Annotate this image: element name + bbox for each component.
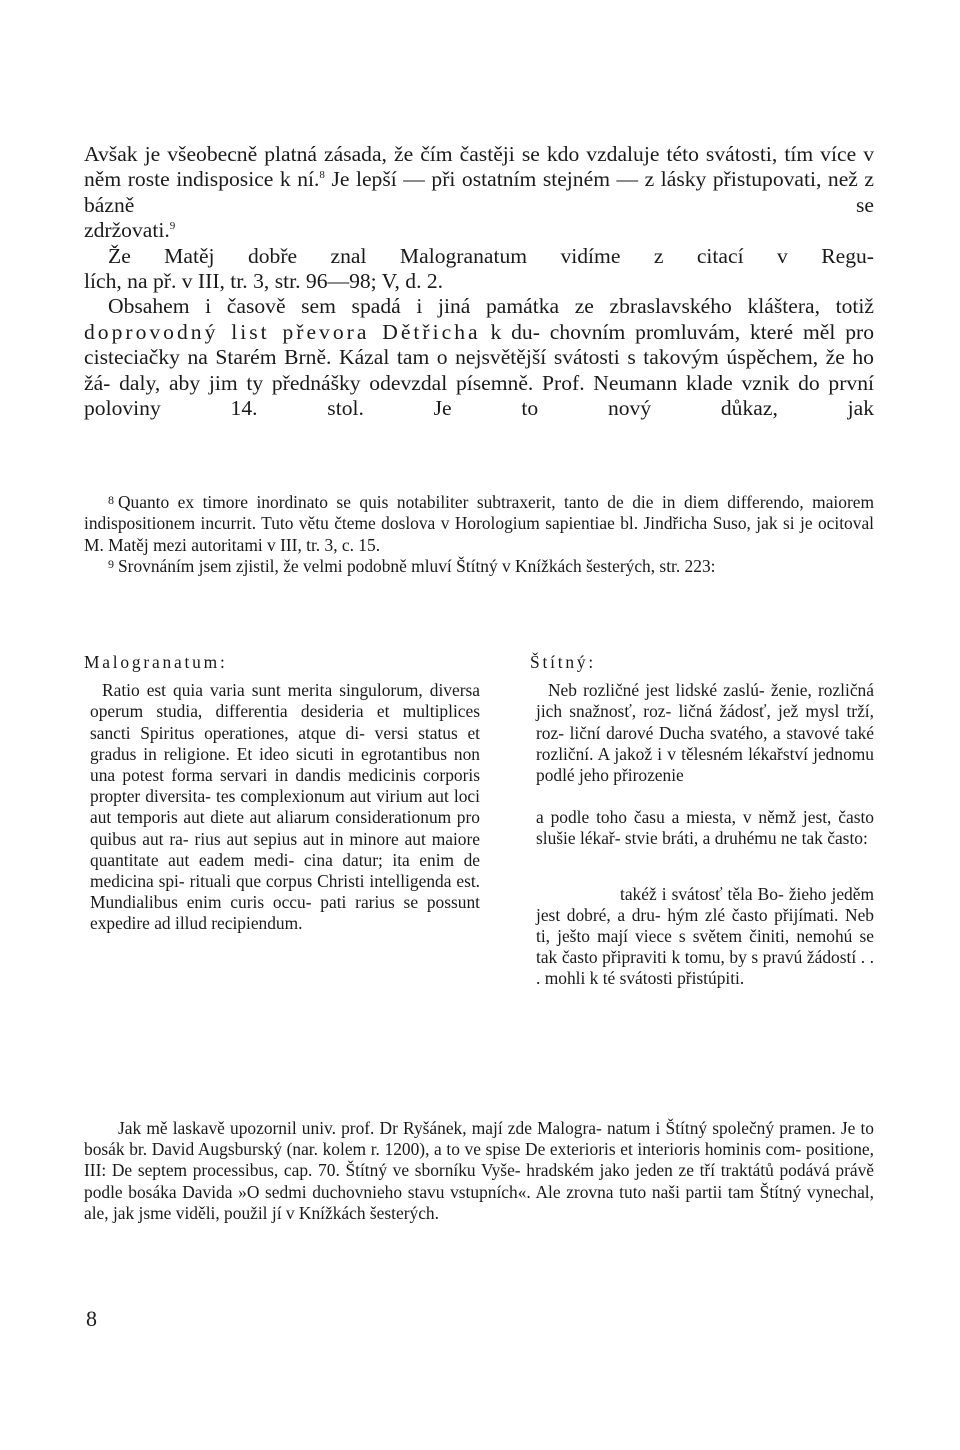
column-body-1 bbox=[530, 680, 874, 786]
footnote-number: 9 bbox=[108, 557, 114, 572]
column-line: sancti Spiritus operationes, atque di- bbox=[90, 722, 365, 743]
column-line: differentia desideria et multiplices bbox=[215, 701, 480, 722]
column-line: často: bbox=[827, 828, 868, 849]
column-line: hým zlé často přijímati. Neb ti, bbox=[536, 904, 874, 947]
footnote-ref-9[interactable]: 9 bbox=[169, 220, 176, 233]
text-line: Jak mě laskavě upozornil univ. prof. Dr Ryšánek, mají zde Malogra- bbox=[118, 1118, 602, 1138]
column-line: podlé jeho přirozenie bbox=[536, 765, 684, 786]
text-line: kláštera, totiž bbox=[747, 294, 874, 319]
text-line: zdržovati. bbox=[84, 218, 170, 243]
footnote-number: 8 bbox=[108, 493, 114, 507]
main-text bbox=[84, 142, 874, 421]
text-line: Štítný vynechal, ale, jak jsme viděli, použil jí v Knížkách šesterých. bbox=[84, 1181, 874, 1223]
paragraph-3 bbox=[84, 294, 874, 421]
text-line: natum i Štítný společný pramen. Je to bosák br. David Augsburský bbox=[84, 1118, 874, 1160]
paragraph-1 bbox=[84, 142, 874, 218]
column-line: stavové také rozliční. A jakož bbox=[536, 722, 874, 764]
closing-paragraph bbox=[84, 1118, 874, 1224]
column-line: est. Mundialibus enim curis occu- bbox=[90, 871, 481, 913]
column-line: mohli k té svátosti přistúpiti. bbox=[544, 968, 745, 989]
column-line: v němž jest, často slušie lékař- bbox=[536, 807, 874, 849]
footnotes bbox=[84, 492, 874, 578]
text-line: chovním promluvám, které měl pro cisteciačky na Starém Brně. bbox=[84, 319, 874, 370]
stitny-column bbox=[530, 652, 874, 990]
column-line: illud recipiendum. bbox=[175, 913, 303, 934]
text-line: (nar. kolem r. 1200), a to ve spise De exterioris et interioris hominis com- bbox=[286, 1139, 802, 1160]
column-heading: Štítný: bbox=[530, 652, 596, 672]
column-line: Ratio est quia varia sunt merita bbox=[102, 680, 333, 701]
text-line: »O sedmi duchovnieho stavu vstupních«. Ale zrovna tuto naši partii tam bbox=[238, 1181, 754, 1202]
column-line: una potest forma servari in dandis bbox=[90, 765, 341, 786]
column-line: ženie, rozličná jich snažnosť, roz- bbox=[536, 680, 874, 722]
footnote-line: Quanto ex timore inordinato se quis notabiliter subtraxerit, tanto de bbox=[118, 492, 624, 512]
text-line: této svátosti, tím více v něm roste indisposice k ní. bbox=[84, 142, 874, 192]
column-line: stvie bráti, a druhému ne tak bbox=[624, 828, 823, 849]
column-line: ješto mají viece s světem činiti, bbox=[557, 926, 790, 947]
paragraph-2 bbox=[84, 244, 874, 269]
column-line: rius aut sepius aut in minore aut bbox=[194, 828, 426, 849]
text-line: hradském jako jeden ze tří traktátů podává právě podle bosáka Davida bbox=[84, 1160, 874, 1202]
column-line: medicinis corporis propter diversita- bbox=[90, 765, 480, 807]
column-line: singulorum, diversa operum studia, bbox=[90, 680, 480, 722]
column-line: a podle toho času a miesta, bbox=[536, 807, 736, 828]
column-line: maiore quantitate aut eadem medi- bbox=[90, 828, 480, 870]
column-line: considerationum pro quibus aut ra- bbox=[90, 807, 480, 849]
column-line: versi status et gradus in religione. bbox=[90, 722, 480, 764]
footnote-line: Srovnáním jsem zjistil, že velmi podobně mluví Štítný v Knížkách šesterých, str. 223: bbox=[118, 556, 716, 577]
column-line: pati rarius se possunt expedire ad bbox=[90, 892, 480, 934]
text-line: Avšak je všeobecně platná zásada, že čím častěji se kdo vzdaluje bbox=[84, 142, 660, 166]
text-line: k du- bbox=[490, 319, 540, 344]
paragraph-1-end bbox=[84, 218, 874, 243]
column-line: tes complexionum aut virium aut loci bbox=[216, 786, 480, 807]
column-body-2 bbox=[530, 807, 874, 849]
column-line: k tomu, by s pravú žádostí . . . bbox=[536, 947, 875, 989]
footnote-line: die in diem differendo, maiorem indispositionem incurrit. Tuto větu čteme bbox=[84, 492, 874, 534]
column-line: takéž i svátosť těla Bo- bbox=[620, 883, 784, 904]
footnote-9 bbox=[84, 556, 874, 577]
spaced-emphasis: doprovodný list převora Dětřicha bbox=[84, 319, 481, 344]
text-line: při ostatním stejném — z lásky přistupovati, než z bázně se bbox=[84, 167, 875, 217]
column-line: i v tělesném lékařství jednomu bbox=[657, 743, 874, 764]
text-line: Je lepší — bbox=[324, 167, 425, 192]
column-line: Et ideo sicuti in egrotantibus non bbox=[236, 743, 480, 764]
text-line: positione, III: De septem processibus, cap. 70. Štítný ve sborníku Vyše- bbox=[84, 1139, 874, 1181]
text-line: daly, aby jim ty přednášky odevzdal písemně. Prof. Neumann bbox=[119, 370, 678, 395]
column-line: aut temporis aut diete aut aliarum bbox=[90, 807, 330, 828]
column-body-3 bbox=[530, 884, 874, 990]
text-line: klade vznik do první poloviny 14. stol. Je to nový důkaz, jak bbox=[84, 370, 875, 421]
column-body bbox=[84, 680, 480, 934]
column-line: Neb rozličné jest lidské zaslú- bbox=[548, 680, 765, 701]
column-line: cina datur; ita enim de medicina spi- bbox=[90, 849, 480, 892]
footnote-line: doslova v Horologium sapientiae bl. Jindřicha Suso, jak si je ocitoval bbox=[381, 513, 874, 534]
text-line: Obsahem i časově sem spadá i jiná památka ze zbraslavského bbox=[108, 294, 732, 319]
footnote-line: M. Matěj mezi autoritami v III, tr. 3, c. 15. bbox=[84, 534, 381, 555]
text-line: Že Matěj dobře znal Malogranatum vidíme z citací v Regu- bbox=[108, 243, 874, 268]
column-heading: Malogranatum: bbox=[84, 652, 228, 672]
column-line: rituali que corpus Christi intelligenda bbox=[189, 871, 452, 892]
malogranatum-column bbox=[84, 652, 480, 935]
footnote-8 bbox=[84, 492, 874, 556]
paragraph-2-end bbox=[84, 269, 874, 294]
footnote-ref-8[interactable]: 8 bbox=[319, 169, 325, 182]
column-line: liční darové Ducha svatého, a bbox=[569, 722, 781, 743]
text-line: Kázal tam o nejsvětější svátosti s takovým úspěchem, že ho žá- bbox=[84, 345, 874, 395]
column-line: nemohú se tak často připraviti bbox=[536, 926, 874, 968]
column-line: ličná žádosť, jež mysl trží, roz- bbox=[536, 701, 874, 743]
text-line: lích, na př. v III, tr. 3, str. 96—98; V, d. 2. bbox=[84, 269, 444, 294]
page-number: 8 bbox=[86, 1306, 97, 1331]
column-line: žieho jeděm jest dobré, a dru- bbox=[536, 883, 875, 925]
